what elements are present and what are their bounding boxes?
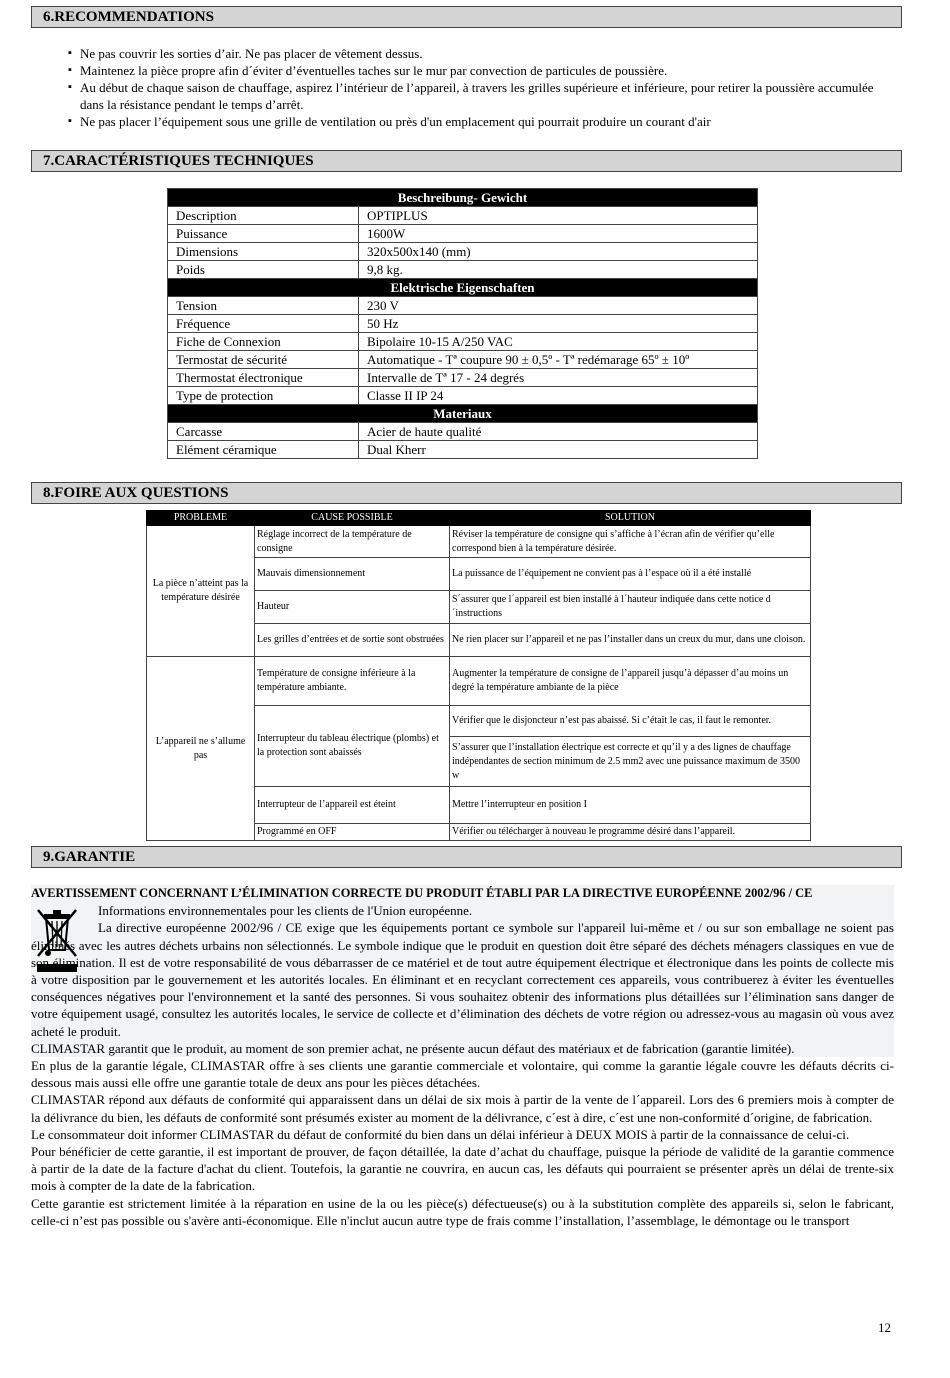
spec-value: Dual Kherr bbox=[359, 441, 758, 459]
spec-value: Classe II IP 24 bbox=[359, 387, 758, 405]
weee-paragraph: La directive européenne 2002/96 / CE exige que les équipements portant ce symbole sur l'appareil lui-même et / ou sur son emballage ne soient pas éliminés avec les autres déchets urbains non sélectionnés. Le symbole indique que le produit en question doit être séparé des déchets ménagers classiques en vue de son élimination. Il est de votre responsabilité de vous débarrasser de ce matériel et de tout autre équipement électrique et électronique dans les points de collecte mis à votre disposition par le gouvernement et les autorités locales. En éliminant et en recyclant correctement ces appareils, vous contribuerez à éviter les éventuelles conséquences négatives pour l'environnement et la santé des personnes. Si vous souhaitez obtenir des informations plus détaillées sur l’élimination sans danger de votre équipement usagé, consultez les autorités locales, le service de collecte et d’élimination des déchets de votre région ou adressez-vous au magasin où vous avez acheté le produit. bbox=[31, 920, 894, 1039]
column-header: SOLUTION bbox=[450, 511, 811, 526]
table-row bbox=[168, 387, 758, 405]
spec-value: Automatique - Tª coupure 90 ± 0,5º - Tª redémarage 65º ± 10º bbox=[359, 351, 758, 369]
spec-label: Poids bbox=[168, 261, 359, 279]
warranty-paragraph: CLIMASTAR garantit que le produit, au moment de son premier achat, ne présente aucun défaut des matériaux et de fabrication (garantie limitée). bbox=[31, 1040, 795, 1056]
spec-label: Type de protection bbox=[168, 387, 359, 405]
warranty-text bbox=[31, 885, 894, 1229]
table-row bbox=[147, 526, 811, 558]
solution-cell: Vérifier ou télécharger à nouveau le programme désiré dans l’appareil. bbox=[450, 824, 811, 841]
spec-label: Thermostat électronique bbox=[168, 369, 359, 387]
spec-label: Puissance bbox=[168, 225, 359, 243]
table-row bbox=[168, 225, 758, 243]
solution-cell: La puissance de l’équipement ne convient pas à l’espace où il a été installé bbox=[450, 558, 811, 591]
problem-cell: L’appareil ne s’allume pas bbox=[147, 657, 255, 841]
table-group-heading: Elektrische Eigenschaften bbox=[168, 279, 758, 297]
table-row bbox=[168, 333, 758, 351]
solution-cell: Mettre l’interrupteur en position I bbox=[450, 787, 811, 824]
spec-value: Bipolaire 10-15 A/250 VAC bbox=[359, 333, 758, 351]
spec-value: Intervalle de Tª 17 - 24 degrés bbox=[359, 369, 758, 387]
list-item: ▪ Ne pas placer l’équipement sous une grille de ventilation ou près d'un emplacement qui pourrait produire un courant d'air bbox=[68, 113, 898, 130]
spec-value: Acier de haute qualité bbox=[359, 423, 758, 441]
column-header: CAUSE POSSIBLE bbox=[255, 511, 450, 526]
solution-cell: Ne rien placer sur l’appareil et ne pas l’installer dans un creux du mur, dans une cloison. bbox=[450, 624, 811, 657]
cause-cell: Les grilles d’entrées et de sortie sont obstruées bbox=[255, 624, 450, 657]
solution-cell: Vérifier que le disjoncteur n’est pas abaissé. Si c’était le cas, il faut le remonter. bbox=[450, 706, 811, 737]
solution-cell: S´assurer que l´appareil est bien installé à l´hauteur indiquée dans cette notice d´instructions bbox=[450, 591, 811, 624]
section-9-header: 9.GARANTIE bbox=[31, 846, 902, 868]
problem-cell: La pièce n’atteint pas la température désirée bbox=[147, 526, 255, 657]
page-number: 12 bbox=[878, 1320, 891, 1335]
weee-intro: Informations environnementales pour les clients de l'Union européenne. bbox=[98, 903, 473, 919]
cause-cell: Réglage incorrect de la température de consigne bbox=[255, 526, 450, 558]
table-row bbox=[168, 369, 758, 387]
table-row bbox=[147, 657, 811, 706]
specs-table bbox=[167, 188, 758, 459]
solution-cell: S’assurer que l’installation électrique est correcte et qu’il y a des lignes de chauffage indépendantes de section minimum de 2.5 mm2 avec une puissance maximum de 3500 w bbox=[450, 737, 811, 787]
table-row bbox=[168, 207, 758, 225]
cause-cell: Interrupteur du tableau électrique (plombs) et la protection sont abaissés bbox=[255, 706, 450, 787]
cause-cell: Hauteur bbox=[255, 591, 450, 624]
warranty-paragraph: En plus de la garantie légale, CLIMASTAR offre à ses clients une garantie commerciale et volontaire, qui comme la garantie légale couvre les défauts décrits ci-dessous mais aussi elle offre une garantie totale de deux ans pour les pièces détachées. bbox=[31, 1058, 894, 1091]
warranty-paragraph: CLIMASTAR répond aux défauts de conformité qui apparaissent dans un délai de six mois à partir de la vente de l´appareil. Lors des 6 premiers mois à compter de la délivrance du bien, les défauts de conformité sont présumés exister au moment de la délivrance, c´est à dire, c´est une non-conformité d´origine, de fabrication. bbox=[31, 1092, 894, 1125]
solution-cell: Réviser la température de consigne qui s’affiche à l’écran afin de vérifier qu’elle correspond bien à la température désirée. bbox=[450, 526, 811, 558]
spec-label: Fréquence bbox=[168, 315, 359, 333]
spec-value: 1600W bbox=[359, 225, 758, 243]
cause-cell: Interrupteur de l’appareil est éteint bbox=[255, 787, 450, 824]
spec-label: Carcasse bbox=[168, 423, 359, 441]
spec-value: 320x500x140 (mm) bbox=[359, 243, 758, 261]
section-6-header: 6.RECOMMENDATIONS bbox=[31, 6, 902, 28]
spec-label: Description bbox=[168, 207, 359, 225]
table-row bbox=[168, 315, 758, 333]
list-item: ▪ Maintenez la pièce propre afin d´éviter d’éventuelles taches sur le mur par convection de particules de poussière. bbox=[68, 62, 898, 79]
cause-cell: Mauvais dimensionnement bbox=[255, 558, 450, 591]
table-row bbox=[168, 441, 758, 459]
warranty-paragraph: Pour bénéficier de cette garantie, il est important de prouver, de façon détaillée, la date d’achat du chauffage, puisque la période de validité de la garantie commence à partir de la date de la facture d'achat du client. Toutefois, la garantie ne couvrira, en aucun cas, les défauts qui pourraient se présenter après un délai de trente-six mois à compter de la date de la fabrication. bbox=[31, 1144, 894, 1194]
cause-cell: Température de consigne inférieure à la température ambiante. bbox=[255, 657, 450, 706]
section-7-header: 7.CARACTÉRISTIQUES TECHNIQUES bbox=[31, 150, 902, 172]
table-row bbox=[168, 423, 758, 441]
table-row bbox=[168, 261, 758, 279]
table-group-heading: Beschreibung- Gewicht bbox=[168, 189, 758, 207]
weee-title: AVERTISSEMENT CONCERNANT L’ÉLIMINATION CORRECTE DU PRODUIT ÉTABLI PAR LA DIRECTIVE EUROPÉENNE 2002/96 / CE bbox=[31, 886, 813, 900]
spec-label: Termostat de sécurité bbox=[168, 351, 359, 369]
spec-value: 230 V bbox=[359, 297, 758, 315]
faq-table bbox=[146, 510, 811, 841]
section-8-header: 8.FOIRE AUX QUESTIONS bbox=[31, 482, 902, 504]
column-header: PROBLEME bbox=[147, 511, 255, 526]
recommendations-list bbox=[68, 45, 898, 130]
solution-cell: Augmenter la température de consigne de l’appareil jusqu’à dépasser d’au moins un degré la température ambiante de la pièce bbox=[450, 657, 811, 706]
spec-value: 9,8 kg. bbox=[359, 261, 758, 279]
table-row bbox=[168, 297, 758, 315]
table-group-heading: Materiaux bbox=[168, 405, 758, 423]
cause-cell: Programmé en OFF bbox=[255, 824, 450, 841]
spec-value: OPTIPLUS bbox=[359, 207, 758, 225]
warranty-paragraph: Cette garantie est strictement limitée à la réparation en usine de la ou les pièce(s) défectueuse(s) ou à la substitution complète des appareils si, selon le fabricant, celle-ci n’est pas possible ou s'avère anti-économique. Elle n'inclut aucun autre type de frais comme l’installation, l’assemblage, le démontage ou le transport bbox=[31, 1195, 894, 1228]
warranty-paragraph: Le consommateur doit informer CLIMASTAR du défaut de conformité du bien dans un délai inférieur à DEUX MOIS à partir de la connaissance de celui-ci. bbox=[31, 1126, 850, 1142]
spec-value: 50 Hz bbox=[359, 315, 758, 333]
list-item: ▪ Au début de chaque saison de chauffage, aspirez l’intérieur de l’appareil, à travers les grilles supérieure et inférieure, pour retirer la poussière accumulée dans la résistance pendant le temps d’arrêt. bbox=[68, 79, 898, 113]
spec-label: Elément céramique bbox=[168, 441, 359, 459]
list-item: ▪ Ne pas couvrir les sorties d’air. Ne pas placer de vêtement dessus. bbox=[68, 45, 898, 62]
table-row bbox=[168, 351, 758, 369]
spec-label: Fiche de Connexion bbox=[168, 333, 359, 351]
spec-label: Dimensions bbox=[168, 243, 359, 261]
spec-label: Tension bbox=[168, 297, 359, 315]
table-row bbox=[168, 243, 758, 261]
